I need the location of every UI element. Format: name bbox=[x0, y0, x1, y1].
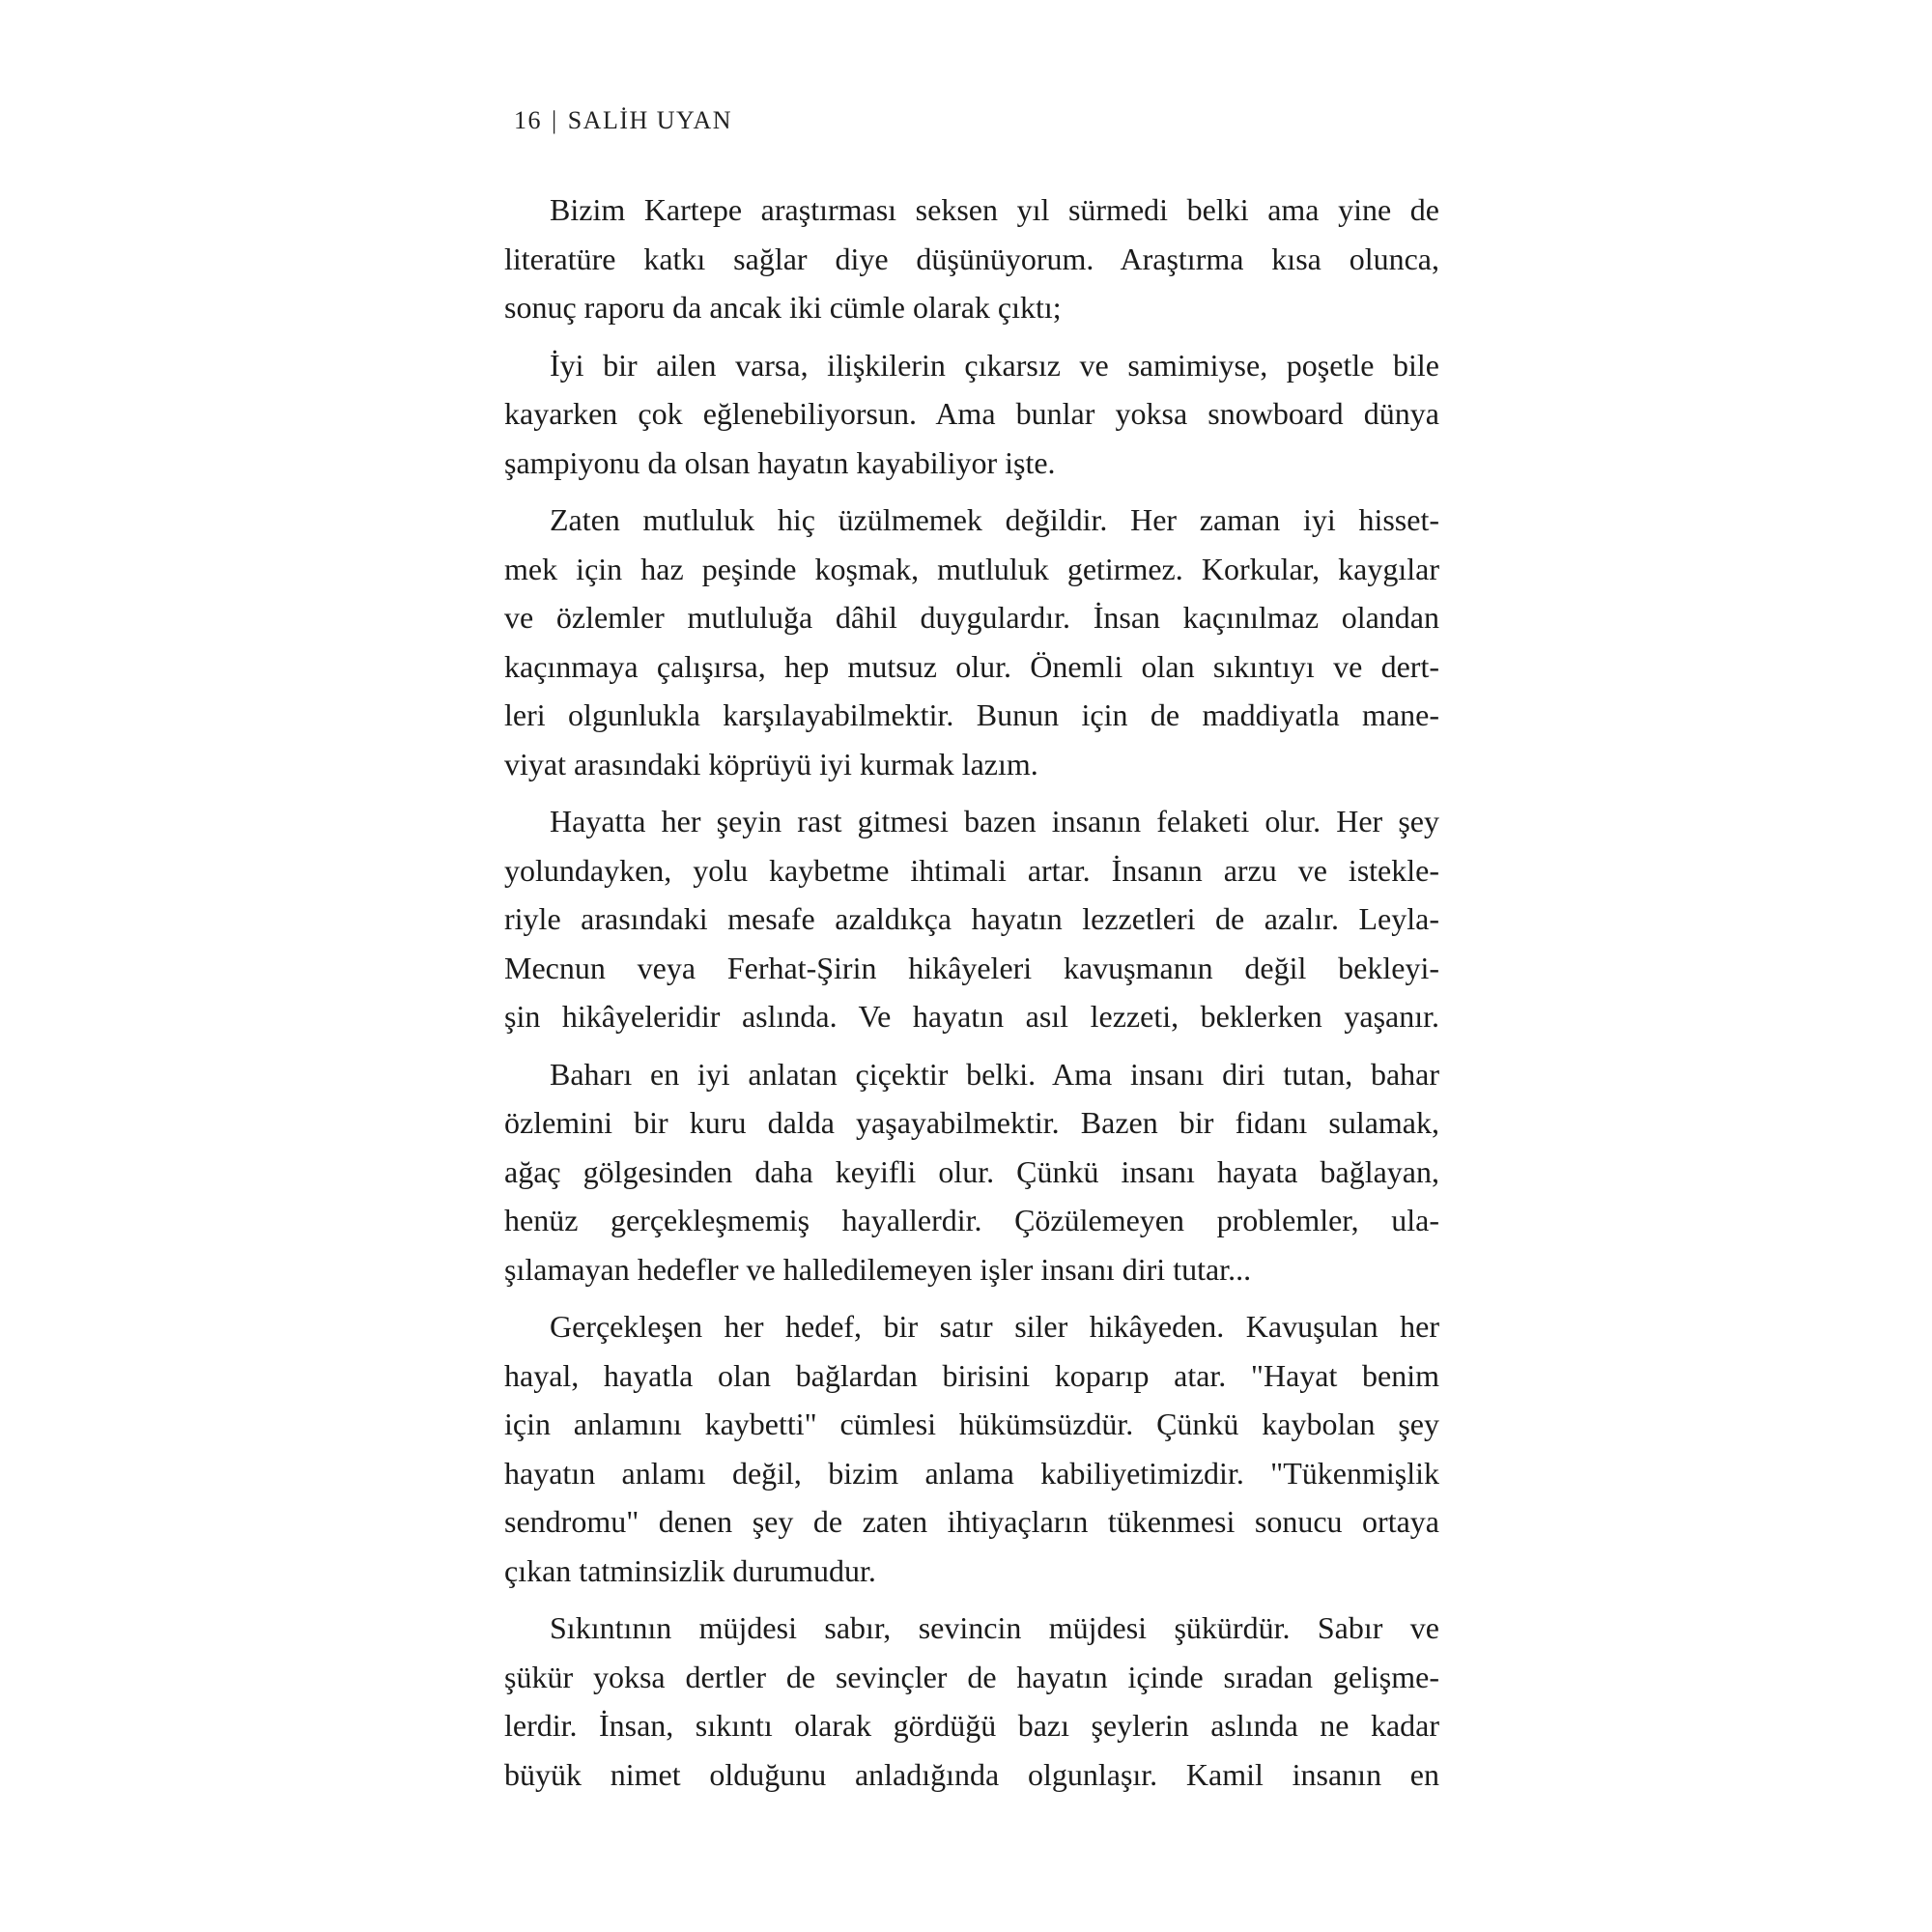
text-line: mek için haz peşinde koşmak, mutluluk getirmez. Korkular, kaygılar bbox=[504, 551, 1439, 586]
text-line: şampiyonu da olsan hayatın kayabiliyor işte. bbox=[504, 444, 1056, 480]
text-line: riyle arasındaki mesafe azaldıkça hayatın lezzetleri de azalır. Leyla- bbox=[504, 901, 1439, 936]
text-line: hayal, hayatla olan bağlardan birisini koparıp atar. "Hayat benim bbox=[504, 1357, 1439, 1393]
body-text bbox=[504, 185, 1439, 1807]
text-line: Hayatta her şeyin rast gitmesi bazen insanın felaketi olur. Her şey bbox=[550, 804, 1439, 838]
page-number: 16 bbox=[514, 106, 542, 134]
text-line: leri olgunlukla karşılayabilmektir. Bunun için de maddiyatla mane- bbox=[504, 697, 1439, 732]
text-line: şin hikâyeleridir aslında. Ve hayatın asıl lezzeti, beklerken yaşanır. bbox=[504, 999, 1439, 1034]
text-line: literatüre katkı sağlar diye düşünüyorum. Araştırma kısa olunca, bbox=[504, 241, 1439, 276]
text-line: Mecnun veya Ferhat-Şirin hikâyeleri kavuşmanın değil bekleyi- bbox=[504, 950, 1439, 985]
text-line: kaçınmaya çalışırsa, hep mutsuz olur. Önemli olan sıkıntıyı ve dert- bbox=[504, 648, 1439, 684]
text-line: Bizim Kartepe araştırması seksen yıl sürmedi belki ama yine de bbox=[550, 192, 1439, 227]
paragraph-7 bbox=[504, 1604, 1439, 1799]
paragraph-5 bbox=[504, 1050, 1439, 1294]
text-line: şükür yoksa dertler de sevinçler de hayatın içinde sıradan gelişme- bbox=[504, 1659, 1439, 1694]
text-line: İyi bir ailen varsa, ilişkilerin çıkarsız ve samimiyse, poşetle bile bbox=[550, 347, 1439, 383]
text-line: viyat arasındaki köprüyü iyi kurmak lazım. bbox=[504, 746, 1038, 781]
author-name: SALİH UYAN bbox=[567, 106, 732, 134]
running-header bbox=[514, 106, 732, 135]
text-line: özlemini bir kuru dalda yaşayabilmektir. Bazen bir fidanı sulamak, bbox=[504, 1105, 1439, 1140]
paragraph-1 bbox=[504, 185, 1439, 332]
text-line: ve özlemler mutluluğa dâhil duygulardır. İnsan kaçınılmaz olandan bbox=[504, 600, 1439, 635]
header-separator: | bbox=[552, 106, 558, 134]
text-line: çıkan tatminsizlik durumudur. bbox=[504, 1552, 876, 1588]
text-line: Zaten mutluluk hiç üzülmemek değildir. Her zaman iyi hisset- bbox=[550, 502, 1439, 537]
text-line: Baharı en iyi anlatan çiçektir belki. Ama insanı diri tutan, bahar bbox=[550, 1056, 1439, 1092]
text-line: kayarken çok eğlenebiliyorsun. Ama bunlar yoksa snowboard dünya bbox=[504, 396, 1439, 431]
text-line: ağaç gölgesinden daha keyifli olur. Çünkü insanı hayata bağlayan, bbox=[504, 1153, 1439, 1189]
paragraph-2 bbox=[504, 341, 1439, 488]
text-line: sonuç raporu da ancak iki cümle olarak çıktı; bbox=[504, 290, 1062, 325]
text-line: henüz gerçekleşmemiş hayallerdir. Çözülemeyen problemler, ula- bbox=[504, 1203, 1439, 1237]
text-line: lerdir. İnsan, sıkıntı olarak gördüğü bazı şeylerin aslında ne kadar bbox=[504, 1708, 1439, 1743]
text-line: şılamayan hedefler ve halledilemeyen işler insanı diri tutar... bbox=[504, 1251, 1252, 1287]
paragraph-6 bbox=[504, 1302, 1439, 1595]
text-line: büyük nimet olduğunu anladığında olgunlaşır. Kamil insanın en bbox=[504, 1756, 1439, 1792]
text-line: için anlamını kaybetti" cümlesi hükümsüzdür. Çünkü kaybolan şey bbox=[504, 1406, 1439, 1441]
text-line: sendromu" denen şey de zaten ihtiyaçların tükenmesi sonucu ortaya bbox=[504, 1504, 1439, 1539]
paragraph-3 bbox=[504, 496, 1439, 788]
text-line: yolundayken, yolu kaybetme ihtimali artar. İnsanın arzu ve istekle- bbox=[504, 852, 1439, 888]
text-line: Gerçekleşen her hedef, bir satır siler hikâyeden. Kavuşulan her bbox=[550, 1309, 1439, 1344]
text-line: hayatın anlamı değil, bizim anlama kabiliyetimizdir. "Tükenmişlik bbox=[504, 1455, 1439, 1491]
paragraph-4 bbox=[504, 797, 1439, 1041]
text-line: Sıkıntının müjdesi sabır, sevincin müjdesi şükürdür. Sabır ve bbox=[550, 1610, 1439, 1645]
